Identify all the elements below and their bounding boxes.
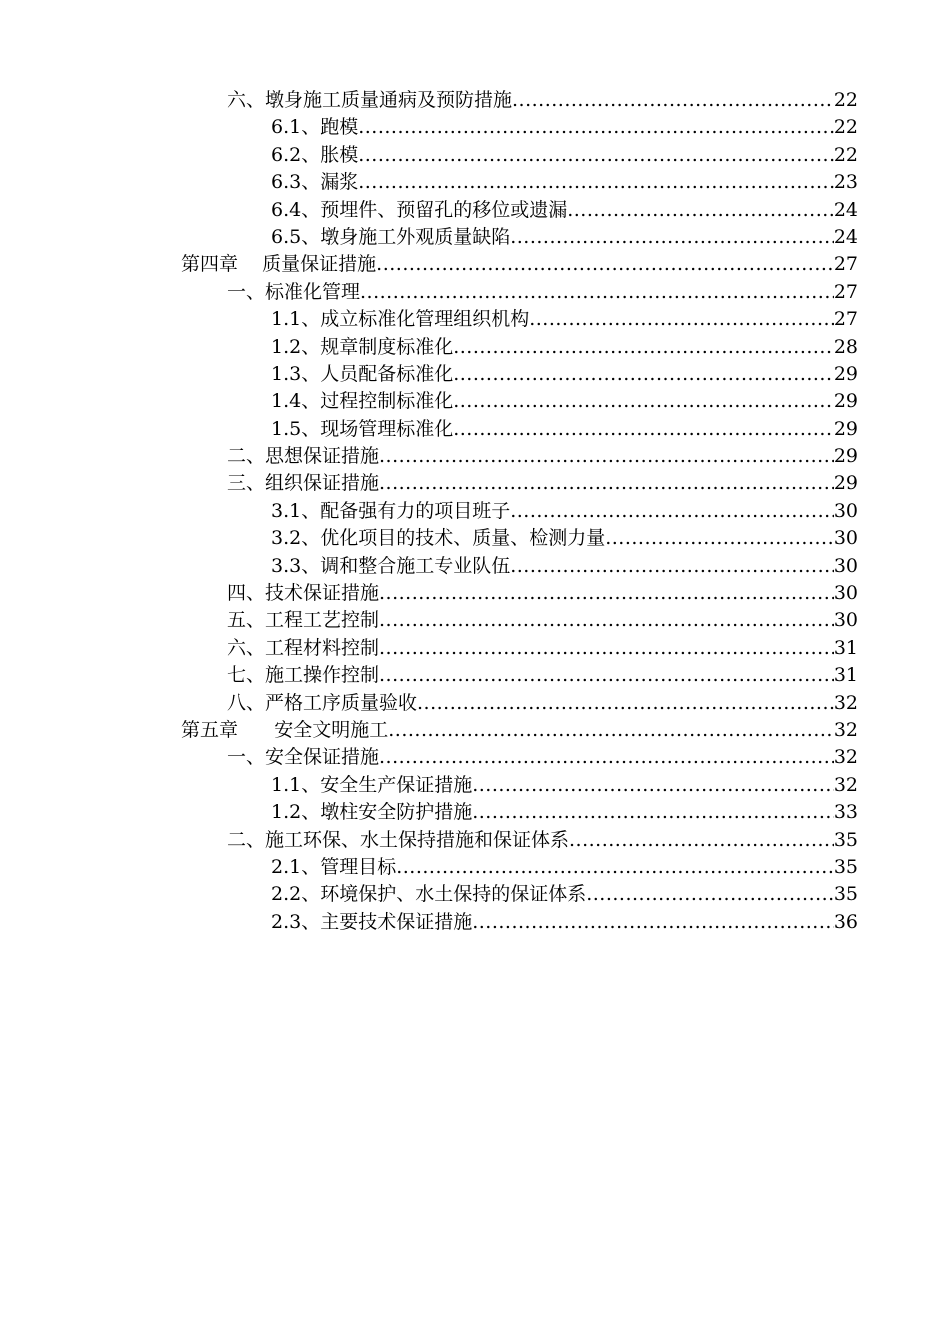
toc-dot-leader: [605, 525, 834, 552]
toc-entry-label: 6.2、胀模: [271, 143, 359, 166]
toc-entry-page-number: 32: [833, 773, 858, 796]
toc-entry-page-number: 28: [833, 335, 858, 358]
toc-entry-label: 3.3、调和整合施工专业队伍: [271, 554, 511, 577]
toc-entry-label: 1.4、过程控制标准化: [271, 390, 454, 413]
toc-entry-page-number: 29: [833, 445, 858, 468]
toc-entry-page-number: 30: [833, 554, 858, 577]
toc-entry-label: 6.4、预埋件、预留孔的移位或遗漏: [271, 198, 568, 221]
toc-entry[interactable]: [0, 87, 950, 114]
toc-entry-label: 2.3、主要技术保证措施: [271, 910, 473, 933]
toc-dot-leader: [567, 197, 834, 224]
toc-entry[interactable]: [0, 224, 950, 251]
toc-entry-label: 3.1、配备强有力的项目班子: [271, 499, 511, 522]
toc-entry-label: 2.2、环境保护、水土保持的保证体系: [271, 883, 587, 906]
toc-entry[interactable]: [0, 525, 950, 552]
toc-entry[interactable]: [0, 799, 950, 826]
toc-entry[interactable]: [0, 881, 950, 908]
toc-entry-label: 2.1、管理目标: [271, 855, 397, 878]
toc-dot-leader: [358, 169, 834, 196]
toc-entry[interactable]: [0, 388, 950, 415]
toc-dot-leader: [453, 416, 834, 443]
toc-entry-label: 3.2、优化项目的技术、质量、检测力量: [271, 527, 606, 550]
toc-dot-leader: [472, 799, 834, 826]
toc-entry-label: 六、工程材料控制: [227, 636, 380, 659]
toc-entry-page-number: 29: [833, 472, 858, 495]
toc-dot-leader: [472, 772, 834, 799]
toc-entry-page-number: 31: [833, 664, 858, 687]
toc-entry-label: 一、标准化管理: [227, 280, 361, 303]
toc-entry[interactable]: [0, 607, 950, 634]
toc-dot-leader: [510, 224, 834, 251]
toc-entry[interactable]: [0, 306, 950, 333]
toc-dot-leader: [379, 744, 834, 771]
toc-entry-page-number: 31: [833, 636, 858, 659]
toc-entry-page-number: 22: [833, 89, 858, 111]
toc-entry-label: 四、技术保证措施: [227, 582, 380, 605]
toc-dot-leader: [453, 361, 834, 388]
toc-entry-label: 1.5、现场管理标准化: [271, 417, 454, 440]
toc-dot-leader: [472, 909, 834, 936]
toc-entry[interactable]: [0, 443, 950, 470]
toc-entry-page-number: 35: [833, 828, 858, 851]
toc-entry[interactable]: [0, 197, 950, 224]
toc-entry-label: 七、施工操作控制: [227, 664, 380, 687]
toc-entry-label: 1.1、成立标准化管理组织机构: [271, 308, 530, 331]
toc-entry[interactable]: [0, 744, 950, 771]
toc-dot-leader: [586, 881, 834, 908]
toc-entry-page-number: 24: [833, 198, 858, 221]
toc-entry[interactable]: [0, 498, 950, 525]
toc-entry-label: 五、工程工艺控制: [227, 609, 380, 632]
toc-entry-label: 三、组织保证措施: [227, 472, 380, 495]
toc-dot-leader: [379, 607, 834, 634]
toc-entry[interactable]: [0, 142, 950, 169]
toc-entry-label: 1.1、安全生产保证措施: [271, 773, 473, 796]
toc-entry-page-number: 24: [833, 225, 858, 248]
toc-entry-page-number: 32: [833, 691, 858, 714]
toc-entry-page-number: 27: [833, 280, 858, 303]
toc-dot-leader: [453, 388, 834, 415]
toc-entry[interactable]: [0, 553, 950, 580]
toc-dot-leader: [569, 827, 834, 854]
toc-entry-label: 六、墩身施工质量通病及预防措施: [227, 89, 513, 111]
toc-entry[interactable]: [0, 690, 950, 717]
toc-entry-page-number: 27: [833, 253, 858, 276]
toc-dot-leader: [388, 717, 834, 744]
toc-dot-leader: [376, 251, 834, 278]
toc-dot-leader: [417, 690, 834, 717]
toc-entry-page-number: 22: [833, 143, 858, 166]
toc-entry-label: 6.1、跑模: [271, 116, 359, 139]
toc-dot-leader: [453, 334, 834, 361]
toc-dot-leader: [379, 662, 834, 689]
toc-entry-page-number: 30: [833, 609, 858, 632]
toc-entry-page-number: 29: [833, 362, 858, 385]
toc-entry[interactable]: [0, 662, 950, 689]
toc-entry[interactable]: [0, 909, 950, 936]
toc-entry-page-number: 27: [833, 308, 858, 331]
toc-entry-page-number: 33: [833, 801, 858, 824]
toc-dot-leader: [510, 498, 834, 525]
toc-entry-page-number: 30: [833, 582, 858, 605]
toc-dot-leader: [396, 854, 834, 881]
toc-entry[interactable]: [0, 772, 950, 799]
toc-entry[interactable]: [0, 470, 950, 497]
toc-entry[interactable]: [0, 717, 950, 744]
toc-dot-leader: [379, 470, 834, 497]
toc-entry[interactable]: [0, 114, 950, 141]
toc-entry[interactable]: [0, 361, 950, 388]
toc-dot-leader: [512, 87, 834, 114]
toc-entry-label: 八、严格工序质量验收: [227, 691, 418, 714]
toc-dot-leader: [379, 443, 834, 470]
toc-entry-label: 一、安全保证措施: [227, 746, 380, 769]
toc-entry[interactable]: [0, 635, 950, 662]
toc-entry-page-number: 23: [833, 171, 858, 194]
toc-dot-leader: [379, 635, 834, 662]
toc-entry-page-number: 36: [833, 910, 858, 933]
toc-entry-label: 二、施工环保、水土保持措施和保证体系: [227, 828, 570, 851]
toc-entry-page-number: 35: [833, 855, 858, 878]
toc-entry[interactable]: [0, 416, 950, 443]
toc-entry[interactable]: [0, 251, 950, 278]
toc-entry[interactable]: [0, 580, 950, 607]
toc-entry-label: 6.3、漏浆: [271, 171, 359, 194]
toc-dot-leader: [358, 142, 834, 169]
toc-entry[interactable]: [0, 827, 950, 854]
toc-entry-label: 二、思想保证措施: [227, 445, 380, 468]
toc-entry[interactable]: [0, 169, 950, 196]
toc-entry-label: 第五章 安全文明施工: [181, 718, 389, 741]
toc-entry[interactable]: [0, 854, 950, 881]
toc-entry[interactable]: [0, 334, 950, 361]
toc-entry-label: 6.5、墩身施工外观质量缺陷: [271, 225, 511, 248]
toc-entry-label: 第四章 质量保证措施: [181, 253, 377, 276]
toc-entry[interactable]: [0, 279, 950, 306]
toc-entry-page-number: 29: [833, 417, 858, 440]
toc-dot-leader: [379, 580, 834, 607]
toc-entry-page-number: 30: [833, 527, 858, 550]
toc-entry-page-number: 30: [833, 499, 858, 522]
toc-entry-label: 1.2、规章制度标准化: [271, 335, 454, 358]
toc-entry-label: 1.3、人员配备标准化: [271, 362, 454, 385]
toc-dot-leader: [510, 553, 834, 580]
toc-dot-leader: [358, 114, 834, 141]
toc-entry-label: 1.2、墩柱安全防护措施: [271, 801, 473, 824]
toc-entry-page-number: 29: [833, 390, 858, 413]
toc-entry-page-number: 32: [833, 718, 858, 741]
toc-dot-leader: [529, 306, 834, 333]
toc-entry-page-number: 35: [833, 883, 858, 906]
table-of-contents: [0, 87, 950, 936]
toc-entry-page-number: 32: [833, 746, 858, 769]
toc-dot-leader: [360, 279, 834, 306]
toc-entry-page-number: 22: [833, 116, 858, 139]
